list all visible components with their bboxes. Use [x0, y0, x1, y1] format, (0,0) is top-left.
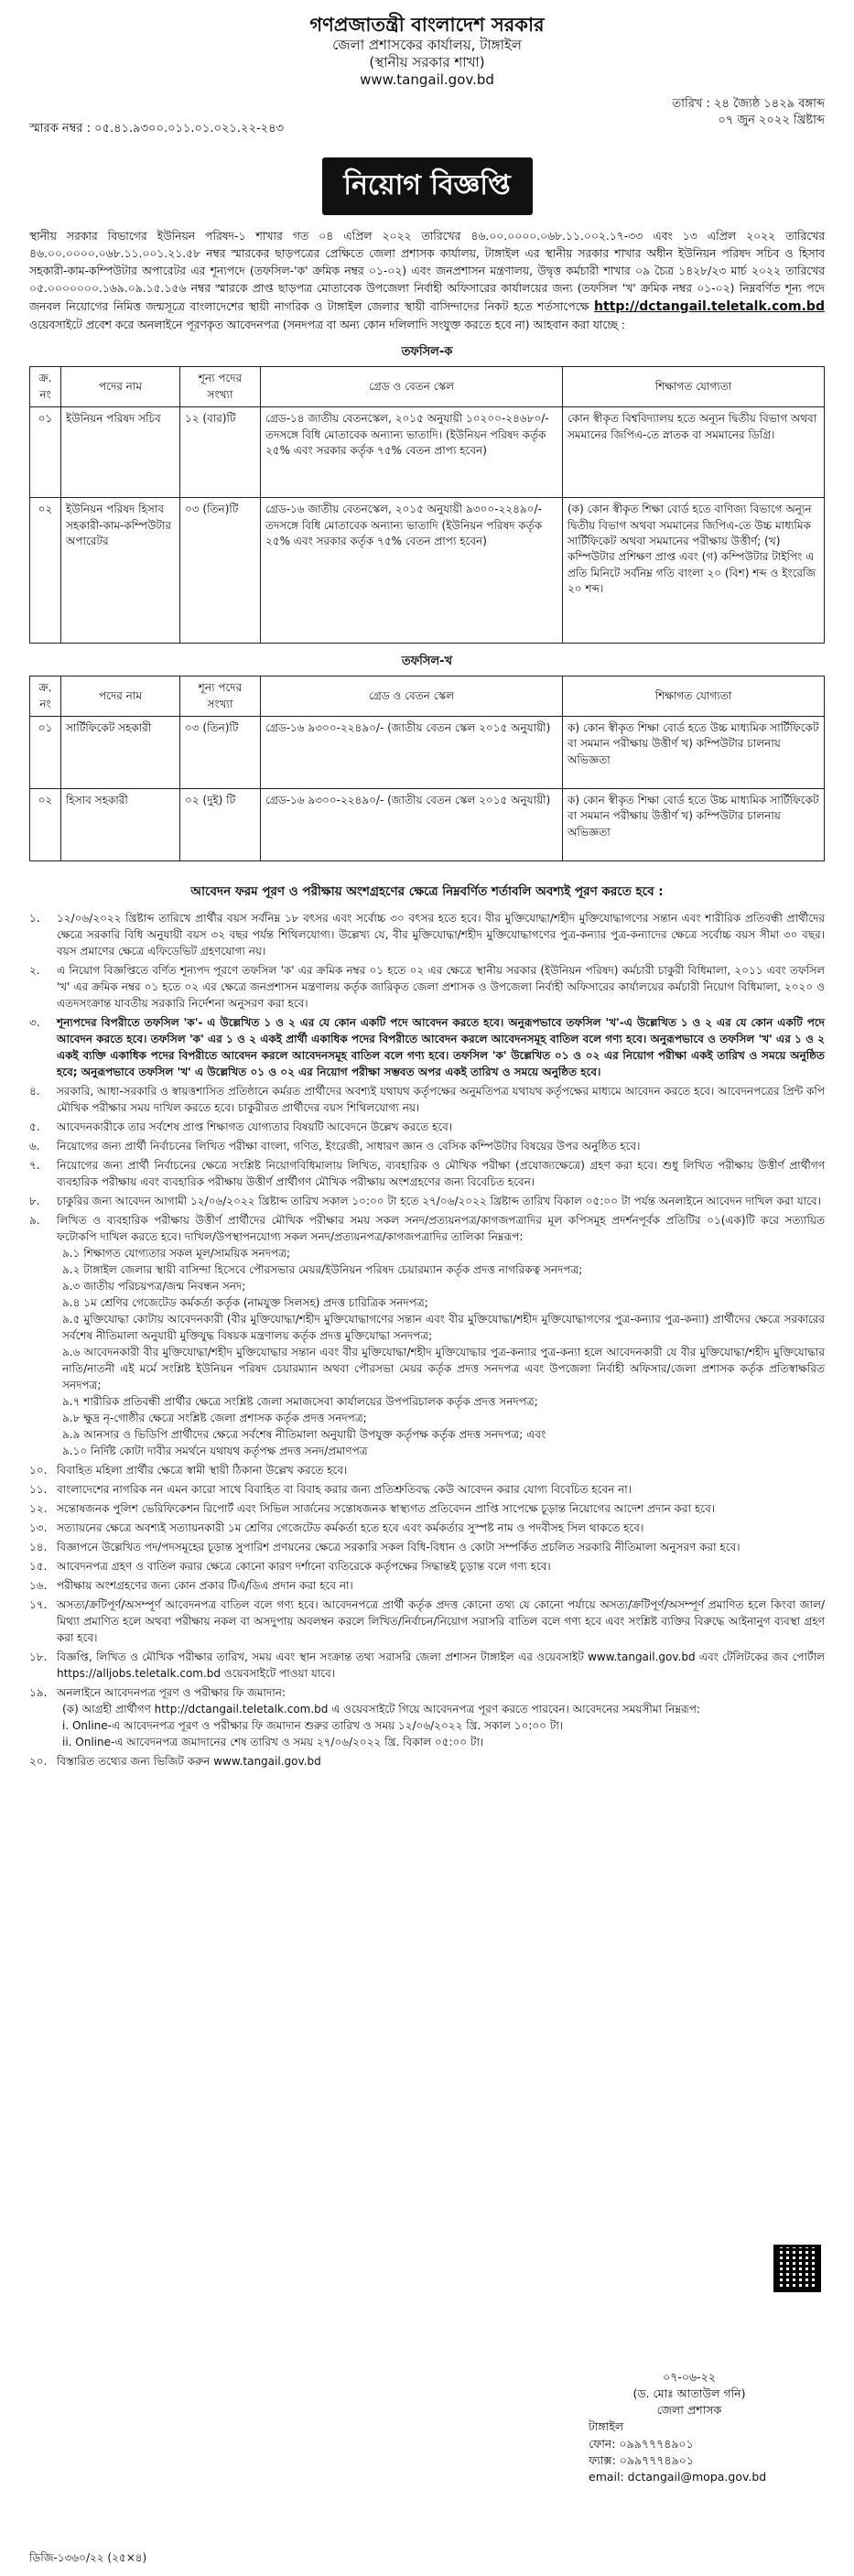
schedule-kh-title: তফসিল-খ: [401, 655, 453, 669]
condition-text: সন্তোষজনক পুলিশ ভেরিফিকেশন রিপোর্ট এবং সিভিল সার্জনের সন্তোষজনক স্বাস্থ্যগত প্রতিবেদন প্রাপ্তি সাপেক্ষে চূড়ান্ত নিয়োগের আদেশ প্রদান করা হবে।: [57, 1501, 716, 1515]
condition-text: বিজ্ঞপ্তি, লিখিত ও মৌখিক পরীক্ষার তারিখ, সময় এবং স্থান সংক্রান্ত তথ্য সরাসরি জেলা প্রশাসন টাঙ্গাইল এর ওয়েবসাইট www.tangail.gov.bd এবং টেলিটকের জব পোর্টাল https://alljobs.teletalk.com.bd ওয়েবসাইটে পাওয়া যাবে।: [57, 1650, 825, 1680]
condition-subitem: ii. Online-এ আবেদনপত্র জমাদানের শেষ তারিখ ও সময় ২৭/০৬/২০২২ খ্রি. বিকাল ০৫:০০ টা।: [62, 1735, 484, 1748]
cell: (ক) কোন স্বীকৃত শিক্ষা বোর্ড হতে বাণিজ্য বিভাগে অন্যূন দ্বিতীয় বিভাগ অথবা সমমানের জিপিএ-তে উচ্চ মাধ্যমিক সার্টিফিকেট অথবা সমমানের পরীক্ষায় উত্তীর্ণ; (খ) কম্পিউটার প্রশিক্ষণ প্রাপ্ত এবং (গ) কম্পিউটার টাইপিং এ প্রতি মিনিটে সর্বনিম্ন গতি বাংলা ২০ (বিশ) শব্দ ও ইংরেজি ২০ শব্দ।: [563, 498, 825, 644]
cell: ০১: [30, 407, 61, 498]
cell: ০২ (দুই) টি: [180, 788, 261, 860]
condition-item: [29, 1500, 825, 1517]
table-header-row: [30, 676, 825, 717]
cell: হিসাব সহকারী: [61, 788, 180, 860]
condition-body: [57, 1193, 825, 1209]
condition-number: ১০.: [29, 1463, 48, 1477]
condition-item: [29, 1577, 825, 1594]
cell: ০২: [30, 498, 61, 644]
memo-date: [672, 96, 825, 139]
condition-body: [57, 1014, 825, 1080]
condition-text: লিখিত ও ব্যবহারিক পরীক্ষায় উত্তীর্ণ প্রার্থীদের মৌখিক পরীক্ষার সময় সকল সনদ/প্রত্যয়নপত্র/কাগজপত্রাদির মূল কপিসমূহ প্রদর্শনপূর্বক প্রতিটির ০১(এক)টি করে সত্যায়িত ফটোকপি দাখিল করতে হবে। দাখিল/উপস্থাপনযোগ্য সকল সনদ/প্রত্যয়নপত্র/কাগজপত্রাদির তালিকা নিম্নরূপ:: [57, 1213, 825, 1243]
condition-number: ৬.: [29, 1139, 40, 1153]
condition-subitem: ৯.১ শিক্ষাগত যোগ্যতার সকল মূল/সাময়িক সনদপত্র;: [62, 1246, 291, 1260]
condition-body: [57, 1138, 825, 1154]
condition-subitem: ৯.৬ আবেদনকারী বীর মুক্তিযোদ্ধা/শহীদ মুক্তিযোদ্ধার সন্তান এবং বীর মুক্তিযোদ্ধা/শহীদ মুক্তিযোদ্ধার পুত্র-কন্যার পুত্র-কন্যা হলে আবেদনকারী যে বীর মুক্তিযোদ্ধা/শহীদ মুক্তিযোদ্ধার নাতি/নাতনী এই মর্মে সংশ্লিষ্ট ইউনিয়ন পরিষদ চেয়ারম্যান অথবা পৌরসভা মেয়র কর্তৃক প্রদত্ত সনদপত্র এবং উপজেলা নির্বাহী অফিসার/জেলা প্রশাসক কর্তৃক প্রতিস্বাক্ষরিত সনদপত্র;: [62, 1345, 825, 1391]
condition-subitem: ৯.৩ জাতীয় পরিচয়পত্র/জন্ম নিবন্ধন সনদ;: [62, 1279, 246, 1293]
condition-subitem: i. Online-এ আবেদনপত্র পূরণ ও পরীক্ষার ফি জমাদান শুরুর তারিখ ও সময় ১২/০৬/২০২২ খ্রি. সকাল ১০:০০ টা।: [62, 1718, 564, 1732]
col-serial: ক্র. নং: [30, 367, 61, 407]
condition-subitem: ৯.৪ ১ম শ্রেণির গেজেটেড কর্মকর্তা কর্তৃক (নামযুক্ত সিলসহ) প্রদত্ত চারিত্রিক সনদপত্র;: [62, 1295, 428, 1309]
notice-title: নিয়োগ বিজ্ঞপ্তি: [322, 157, 533, 215]
condition-subitem: ৯.১০ নির্দিষ্ট কোটা দাবীর সমর্থনে যথাযথ কর্তৃপক্ষ প্রদত্ত সনদ/প্রমাণপত্র: [62, 1444, 368, 1457]
signatory-location: টাঙ্গাইল: [589, 2419, 624, 2434]
condition-text: বাংলাদেশের নাগরিক নন এমন কারো সাথে বিবাহিত বা বিবাহ করার জন্য প্রতিশ্রুতিবদ্ধ কেউ আবেদন করার যোগ্য বিবেচিত হবেন না।: [57, 1482, 632, 1496]
intro-paragraph: [29, 228, 825, 335]
condition-text: সত্যায়নের ক্ষেত্রে অবশ্যই সত্যায়নকারী ১ম শ্রেণির গেজেটেড কর্মকর্তা হতে হবে এবং কর্মকর্তার সুস্পষ্ট নাম ও পদবীসহ সিল থাকতে হবে।: [57, 1521, 644, 1534]
condition-number: ১৩.: [29, 1521, 48, 1534]
signatory-phone: ফোন: ০৯৯৭৭৭৪৯০১: [589, 2436, 694, 2451]
condition-number: ৮.: [29, 1194, 40, 1207]
condition-number: ১৫.: [29, 1559, 48, 1573]
condition-body: [57, 1462, 825, 1478]
condition-body: [57, 1539, 825, 1555]
office-name: জেলা প্রশাসকের কার্যালয়, টাঙ্গাইল: [332, 37, 522, 54]
col-serial: ক্র. নং: [30, 676, 61, 717]
signature-date: ০৭-০৬-২২: [663, 2370, 716, 2384]
condition-subitem: ৯.৭ শারীরিক প্রতিবন্ধী প্রার্থীর ক্ষেত্রে সংশ্লিষ্ট জেলা সমাজসেবা কার্যালয়ের উপপরিচালক কর্তৃক প্রদত্ত সনদপত্র;: [62, 1394, 538, 1408]
condition-body: [57, 1212, 825, 1459]
condition-body: [57, 1577, 825, 1594]
col-vacancy: শূন্য পদের সংখ্যা: [180, 367, 261, 407]
condition-body: [57, 1558, 825, 1575]
col-qualification: শিক্ষাগত যোগ্যতা: [563, 367, 825, 407]
condition-item: [29, 1083, 825, 1116]
intro-text-after: ওয়েবসাইটে প্রবেশ করে অনলাইনে পূরণকৃত আবেদনপত্র (সনদপত্র বা অন্য কোন দলিলাদি সংযুক্ত করতে হবে না) আহবান করা যাচ্ছে :: [29, 319, 626, 332]
col-qualification: শিক্ষাগত যোগ্যতা: [563, 676, 825, 717]
condition-subitem: ৯.২ টাঙ্গাইল জেলার স্থায়ী বাসিন্দা হিসেবে পৌরসভার মেয়র/ইউনিয়ন পরিষদ চেয়ারম্যান কর্তৃক প্রদত্ত নাগরিকত্ব সনদপত্র;: [62, 1262, 583, 1276]
condition-text: চাকুরির জন্য আবেদন আগামী ১২/০৬/২০২২ খ্রিষ্টাব্দ তারিখ সকাল ১০:০০ টা হতে ২৭/০৬/২০২২ খ্রিষ্টাব্দ তারিখ বিকাল ০৫:০০ টা পর্যন্ত অনলাইনে আবেদন দাখিল করা যাবে।: [57, 1194, 821, 1207]
condition-item: [29, 910, 825, 959]
cell: ০১: [30, 716, 61, 788]
condition-body: [57, 1481, 825, 1498]
cell: সার্টিফিকেট সহকারী: [61, 716, 180, 788]
condition-text: আবেদনপত্র গ্রহণ ও বাতিল করার ক্ষেত্রে কোনো কারণ দর্শানো ব্যতিরেকে কর্তৃপক্ষের সিদ্ধান্তই চূড়ান্ত বলে গণ্য হবে।: [57, 1559, 551, 1573]
cell: গ্রেড-১৬ ৯৩০০-২২৪৯০/- (জাতীয় বেতন স্কেল ২০১৫ অনুযায়ী): [261, 788, 563, 860]
condition-number: ১৮.: [29, 1650, 48, 1663]
signatory-name: (ড. মোঃ আতাউল গনি): [632, 2387, 746, 2401]
condition-item: [29, 1481, 825, 1498]
condition-number: ১২.: [29, 1501, 48, 1515]
cell: গ্রেড-১৬ ৯৩০০-২২৪৯০/- (জাতীয় বেতন স্কেল ২০১৫ অনুযায়ী): [261, 716, 563, 788]
publication-code: ডিজি-১৩৬০/২২ (২৫×৪): [29, 2551, 147, 2564]
condition-text: সরকারি, আধা-সরকারি ও স্বায়ত্তশাসিত প্রতিষ্ঠানে কর্মরত প্রার্থীদের অবশ্যই যথাযথ কর্তৃপক্ষের অনুমতিপত্র যথাযথ কর্তৃপক্ষের মাধ্যমে আবেদন করতে হবে। আবেদনপত্রের প্রিন্ট কপি মৌখিক পরীক্ষার সময় দাখিল করতে হবে। চাকুরীরত প্রার্থীদের বয়স শিথিলযোগ্য নয়।: [57, 1084, 825, 1114]
condition-body: [57, 1157, 825, 1190]
condition-item: [29, 1462, 825, 1478]
col-post: পদের নাম: [61, 676, 180, 717]
cell: গ্রেড-১৪ জাতীয় বেতনস্কেল, ২০১৫ অনুযায়ী ১০২০০-২৪৬৮০/- তদসঙ্গে বিধি মোতাবেক অন্যান্য ভাতাদি। (ইউনিয়ন পরিষদ কর্তৃক ২৫% এবং সরকার কর্তৃক ৭৫% বেতন প্রাপ্য হবেন): [261, 407, 563, 498]
condition-number: ১৭.: [29, 1597, 48, 1611]
condition-number: ১৬.: [29, 1578, 48, 1592]
condition-subitem: ৯.৫ মুক্তিযোদ্ধা কোটায় আবেদনকারী (বীর মুক্তিযোদ্ধা/শহীদ মুক্তিযোদ্ধাগণের সন্তান এবং বীর মুক্তিযোদ্ধা/শহীদ মুক্তিযোদ্ধাগণের পুত্র-কন্যার পুত্র-কন্যা) প্রার্থীদের ক্ষেত্রে সরকারের সর্বশেষ নীতিমালা অনুযায়ী মুক্তিযুদ্ধ বিষয়ক মন্ত্রণালয় কর্তৃক প্রদত্ত মুক্তিযোদ্ধা সনদপত্র;: [62, 1312, 825, 1342]
condition-number: ৭.: [29, 1158, 40, 1172]
table-header-row: [30, 367, 825, 407]
condition-item: [29, 1753, 825, 1770]
website: www.tangail.gov.bd: [360, 70, 494, 88]
condition-item: [29, 1193, 825, 1209]
col-grade: গ্রেড ও বেতন স্কেল: [261, 676, 563, 717]
condition-text: বিবাহিত মহিলা প্রার্থীর ক্ষেত্রে স্বামী স্থায়ী ঠিকানা উল্লেখ করতে হবে।: [57, 1463, 348, 1477]
condition-subitem: ৯.৯ আনসার ও ভিডিপি প্রার্থীদের ক্ষেত্রে সর্বশেষ নীতিমালা অনুযায়ী উপযুক্ত কর্তৃপক্ষ কর্তৃক প্রদত্ত সনদপত্র; এবং: [62, 1427, 546, 1441]
cell: ০৩ (তিন)টি: [180, 716, 261, 788]
cell: ক) কোন স্বীকৃত শিক্ষা বোর্ড হতে উচ্চ মাধ্যমিক সার্টিফিকেট বা সমমান পরীক্ষায় উত্তীর্ণ খ) কম্পিউটার চালনায় অভিজ্ঞতা: [563, 716, 825, 788]
condition-body: [57, 1596, 825, 1646]
condition-subitem: (ক) আগ্রহী প্রার্থীগণ http://dctangail.teletalk.com.bd এ ওয়েবসাইটে গিয়ে আবেদনপত্র পূরণ করতে পারবেন। আবেদনের সময়সীমা নিম্নরূপ:: [62, 1702, 700, 1716]
condition-text: পরীক্ষায় অংশগ্রহণের জন্য কোন প্রকার টিএ/ডিএ প্রদান করা হবে না।: [57, 1578, 353, 1592]
government-title: গণপ্রজাতন্ত্রী বাংলাদেশ সরকার: [309, 14, 545, 36]
condition-body: [57, 1500, 825, 1517]
conditions-title: আবেদন ফরম পূরণ ও পরীক্ষায় অংশগ্রহণের ক্ষেত্রে নিম্নবর্ণিত শর্তাবলি অবশ্যই পূরণ করতে হবে :: [190, 883, 664, 899]
col-vacancy: শূন্য পদের সংখ্যা: [180, 676, 261, 717]
cell: ১২ (বার)টি: [180, 407, 261, 498]
branch-name: (স্থানীয় সরকার শাখা): [369, 54, 485, 70]
cell: কোন স্বীকৃত বিশ্ববিদ্যালয় হতে অন্যূন দ্বিতীয় বিভাগ অথবা সমমানের জিপিএ-তে স্নাতক বা সমমানের ডিগ্রি।: [563, 407, 825, 498]
date-english: ০৭ জুন ২০২২ খ্রিষ্টাব্দ: [718, 113, 825, 127]
condition-item: [29, 1558, 825, 1575]
condition-item: [29, 1539, 825, 1555]
condition-body: [57, 1684, 825, 1750]
cell: ইউনিয়ন পরিষদ হিসাব সহকারী-কাম-কম্পিউটার অপারেটর: [61, 498, 180, 644]
col-grade: গ্রেড ও বেতন স্কেল: [261, 367, 563, 407]
schedule-kh-table: [29, 676, 825, 861]
conditions-list: [29, 910, 825, 1770]
condition-number: ১৪.: [29, 1540, 48, 1553]
condition-text: নিয়োগের জন্য প্রার্থী নির্বাচনের ক্ষেত্রে সংশ্লিষ্ট নিয়োগবিধিমালায় লিখিত, ব্যবহারিক ও মৌখিক পরীক্ষা (প্রযোজ্যক্ষেত্রে) গ্রহণ করা হবে। শুধু লিখিত পরীক্ষায় উত্তীর্ণ প্রার্থীগণ ব্যবহারিক পরীক্ষায় এবং ব্যবহারিক পরীক্ষায় উত্তীর্ণ প্রার্থীগণ মৌখিক পরীক্ষায় অংশগ্রহণের জন্য বিবেচিত হবেন।: [57, 1158, 825, 1188]
condition-item: [29, 1157, 825, 1190]
col-post: পদের নাম: [61, 367, 180, 407]
condition-text: ১২/০৬/২০২২ খ্রিষ্টাব্দ তারিখে প্রার্থীর বয়স সর্বনিম্ন ১৮ বৎসর এবং সর্বোচ্চ ৩০ বৎসর হতে হবে। বীর মুক্তিযোদ্ধা/শহীদ মুক্তিযোদ্ধাগণের সন্তান এবং শারীরিক প্রতিবন্ধী প্রার্থীদের ক্ষেত্রে সরকারি বিধি অনুযায়ী বয়স ৩২ বছর পর্যন্ত শিথিলযোগ্য। উল্লেখ্য যে, বীর মুক্তিযোদ্ধা/শহীদ মুক্তিযোদ্ধাগণের পুত্র-কন্যার পুত্র-কন্যাদের ক্ষেত্রে সর্বোচ্চ বয়স সীমা ৩০ বছর। বয়স প্রমাণের ক্ষেত্রে এফিডেভিট গ্রহণযোগ্য নয়।: [57, 911, 825, 958]
condition-text: বিস্তারিত তথ্যের জন্য ভিজিট করুন www.tangail.gov.bd: [57, 1754, 321, 1768]
signatory-designation: জেলা প্রশাসক: [656, 2403, 722, 2418]
condition-number: ২০.: [29, 1754, 48, 1768]
condition-item: [29, 1684, 825, 1750]
condition-number: ৩.: [29, 1015, 40, 1029]
condition-text: অসত্য/ক্রটিপূর্ণ/অসম্পূর্ণ আবেদনপত্র বাতিল বলে গণ্য হবে। আবেদনপত্রে প্রার্থী কর্তৃক প্রদত্ত কোনো তথ্য যে কোনো পর্যায়ে অসত্য/ক্রটিপূর্ণ/অসম্পূর্ণ প্রমাণিত হলে কিংবা জাল/মিথ্যা প্রমাণিত হলে অথবা পরীক্ষায় নকল বা অসদুপায় অবলম্বন করলে লিখিত/নির্বাচন/নিয়োগ সরাসরি বাতিল বলে গণ্য হবে এবং সংশ্লিষ্ট ব্যক্তির বিরুদ্ধে আইনানুগ ব্যবস্থা গ্রহণ করা হবে।: [57, 1597, 825, 1644]
cell: ইউনিয়ন পরিষদ সচিব: [61, 407, 180, 498]
application-link[interactable]: http://dctangail.teletalk.com.bd: [594, 298, 825, 314]
cell: ০২: [30, 788, 61, 860]
condition-item: [29, 1520, 825, 1536]
condition-body: [57, 1520, 825, 1536]
date-bangla: তারিখ : ২৪ জ্যৈষ্ঠ ১৪২৯ বঙ্গাব্দ: [672, 96, 825, 111]
memo-line: [29, 96, 825, 139]
schedule-k-table: [29, 366, 825, 644]
cell: ০৩ (তিন)টি: [180, 498, 261, 644]
condition-item: [29, 962, 825, 1012]
condition-text: এ নিয়োগ বিজ্ঞপ্তিতে বর্ণিত শূন্যপদ পূরণে তফসিল 'ক' এর ক্রমিক নম্বর ০১ হতে ০২ এর ক্ষেত্রে স্থানীয় সরকার (ইউনিয়ন পরিষদ) কর্মচারী চাকুরী বিধিমালা, ২০১১ এবং তফসিল 'খ' এর ক্রমিক নম্বর ০১ হতে ০২ এর ক্ষেত্রে জনপ্রশাসন মন্ত্রণালয় কর্তৃক জারিকৃত জেলা প্রশাসক ও উপজেলা নির্বাহী অফিসারের কার্যালয়ের কর্মচারী নিয়োগ বিধিমালা, ২০২০ ও এতদসংক্রান্ত যাবতীয় সরকারি নির্দেশনা অনুসরণ করা হবে।: [57, 963, 825, 1010]
condition-item: [29, 1014, 825, 1080]
intro-text: স্থানীয় সরকার বিভাগের ইউনিয়ন পরিষদ-১ শাখার গত ০৪ এপ্রিল ২০২২ তারিখের ৪৬.০০.০০০০.০৬৮.১১.০০২.১৭-৩৩ এবং ১৩ এপ্রিল ২০২২ তারিখের ৪৬.০০.০০০০.০৬৮.১১.০০১.২১.৫৮ নম্বর স্মারকের ছাড়পত্রের প্রেক্ষিতে জেলা প্রশাসক কার্যালয়, টাঙ্গাইল এর স্থানীয় সরকার শাখার অধীন ইউনিয়ন পরিষদ সচিব ও হিসাব সহকারী-কাম-কম্পিউটার অপারেটর এর শূন্যপদে (তফসিল-'ক' ক্রমিক নম্বর ০১-০২) এবং জনপ্রশাসন মন্ত্রণালয়, উদ্বৃত্ত কর্মচারী শাখার ০৯ চৈত্র ১৪২৮/২৩ মার্চ ২০২২ তারিখের ০৫.০০০০০০০.১৬৯.০৯.১৫.১৫৬ নম্বর স্মারকে প্রাপ্ত ছাড়পত্র মোতাবেক উপজেলা নির্বাহী অফিসারের কার্যালয়ের জন্য (তফসিল 'খ' ক্রমিক নম্বর ০১-০২) নিম্নবর্ণিত শূন্য পদে জনবল নিয়োগের নিমিত্ত জন্মসূত্রে বাংলাদেশের স্থায়ী নাগরিক ও টাঙ্গাইল জেলার স্থায়ী বাসিন্দাদের নিকট হতে শর্তসাপেক্ষে: [29, 229, 825, 313]
condition-text: নিয়োগের জন্য প্রার্থী নির্বাচনের লিখিত পরীক্ষা বাংলা, গণিত, ইংরেজী, সাধারণ জ্ঞান ও বেসিক কম্পিউটার বিষয়ের উপর অনুষ্ঠিত হবে।: [57, 1139, 641, 1153]
table-row: [30, 407, 825, 498]
condition-body: [57, 1649, 825, 1682]
condition-subitem: ৯.৮ ক্ষুদ্র নৃ-গোষ্ঠীর ক্ষেত্রে সংশ্লিষ্ট জেলা প্রশাসক কর্তৃক প্রদত্ত সনদপত্র;: [62, 1411, 367, 1424]
condition-item: [29, 1596, 825, 1646]
cell: ক) কোন স্বীকৃত শিক্ষা বোর্ড হতে উচ্চ মাধ্যমিক সার্টিফিকেট বা সমমান পরীক্ষায় উত্তীর্ণ খ) কম্পিউটার চালনায় অভিজ্ঞতা: [563, 788, 825, 860]
condition-item: [29, 1119, 825, 1135]
condition-body: [57, 1083, 825, 1116]
condition-text: শূন্যপদের বিপরীতে তফসিল 'ক'- এ উল্লেখিত ১ ও ২ এর যে কোন একটি পদে আবেদন করতে হবে। অনুরূপভাবে তফসিল 'খ'-এ উল্লেখিত ১ ও ২ এর যে কোন একটি পদে আবেদন করতে হবে। তফসিল 'ক' এর ১ ও ২ একই প্রার্থী একাধিক পদের বিপরীতে আবেদন করলে আবেদনসমূহ বাতিল বলে গণ্য হবে। অনুরূপভাবে ও তফসিল 'খ' এর ১ ও ২ একই ব্যক্তি একাধিক পদের বিপরীতে আবেদন করলে আবেদনসমূহ বাতিল বলে গণ্য হবে। তফসিল 'ক' উল্লেখিত ০১ ও ০২ এর নিয়োগ পরীক্ষা একই তারিখ ও সময়ে অনুষ্ঠিত হবে; অনুরূপভাবে তফসিল 'খ' এ উল্লেখিত ০১ ও ০২ এর নিয়োগ পরীক্ষা সম্ভবত অপর একই তারিখ ও সময়ে অনুষ্ঠিত হবে।: [57, 1015, 825, 1078]
signature-block: [570, 2369, 808, 2485]
condition-item: [29, 1212, 825, 1459]
condition-number: ৫.: [29, 1120, 40, 1133]
condition-number: ৯.: [29, 1213, 40, 1227]
condition-body: [57, 1119, 825, 1135]
signatory-email[interactable]: email: dctangail@mopa.gov.bd: [589, 2469, 767, 2484]
memo-number: স্মারক নম্বর : ০৫.৪১.৯৩০০.০১১.০১.০২১.২২-২৪৩: [29, 121, 284, 135]
condition-number: ৪.: [29, 1084, 40, 1098]
letterhead: [29, 13, 825, 89]
condition-number: ১৯.: [29, 1685, 48, 1699]
schedule-k-title: তফসিল-ক: [401, 345, 453, 360]
table-row: [30, 498, 825, 644]
qr-code: [773, 2245, 821, 2292]
condition-item: [29, 1649, 825, 1682]
condition-number: ১১.: [29, 1482, 48, 1496]
table-row: [30, 716, 825, 788]
condition-number: ১.: [29, 911, 40, 925]
cell: গ্রেড-১৬ জাতীয় বেতনস্কেল, ২০১৫ অনুযায়ী ৯৩০০-২২৪৯০/- তদসঙ্গে বিধি মোতাবেক অন্যান্য ভাতাদি (ইউনিয়ন পরিষদ কর্তৃক ২৫% এবং সরকার কর্তৃক ৭৫% বেতন প্রাপ্য হবেন): [261, 498, 563, 644]
condition-body: [57, 1753, 825, 1770]
table-row: [30, 788, 825, 860]
condition-body: [57, 962, 825, 1012]
signatory-fax: ফ্যাক্স: ০৯৯৭৭৭৪৯০১: [589, 2452, 694, 2467]
condition-text: অনলাইনে আবেদনপত্র পূরণ ও পরীক্ষার ফি জমাদান:: [57, 1685, 286, 1699]
condition-text: আবেদনকারীকে তার সর্বশেষ প্রাপ্ত শিক্ষাগত যোগ্যতার বিষয়টি আবেদনে উল্লেখ করতে হবে।: [57, 1120, 453, 1133]
condition-body: [57, 910, 825, 959]
condition-item: [29, 1138, 825, 1154]
condition-number: ২.: [29, 963, 40, 977]
condition-text: বিজ্ঞাপনে উল্লেখিত পদ/পদসমূহের চূড়ান্ত সুপারিশ প্রণয়নের ক্ষেত্রে সরকারি সকল বিধি-বিধান ও কোটা সম্পর্কিত প্রচলিত সরকারি নীতিমালা অনুসরণ করা হবে।: [57, 1540, 740, 1553]
